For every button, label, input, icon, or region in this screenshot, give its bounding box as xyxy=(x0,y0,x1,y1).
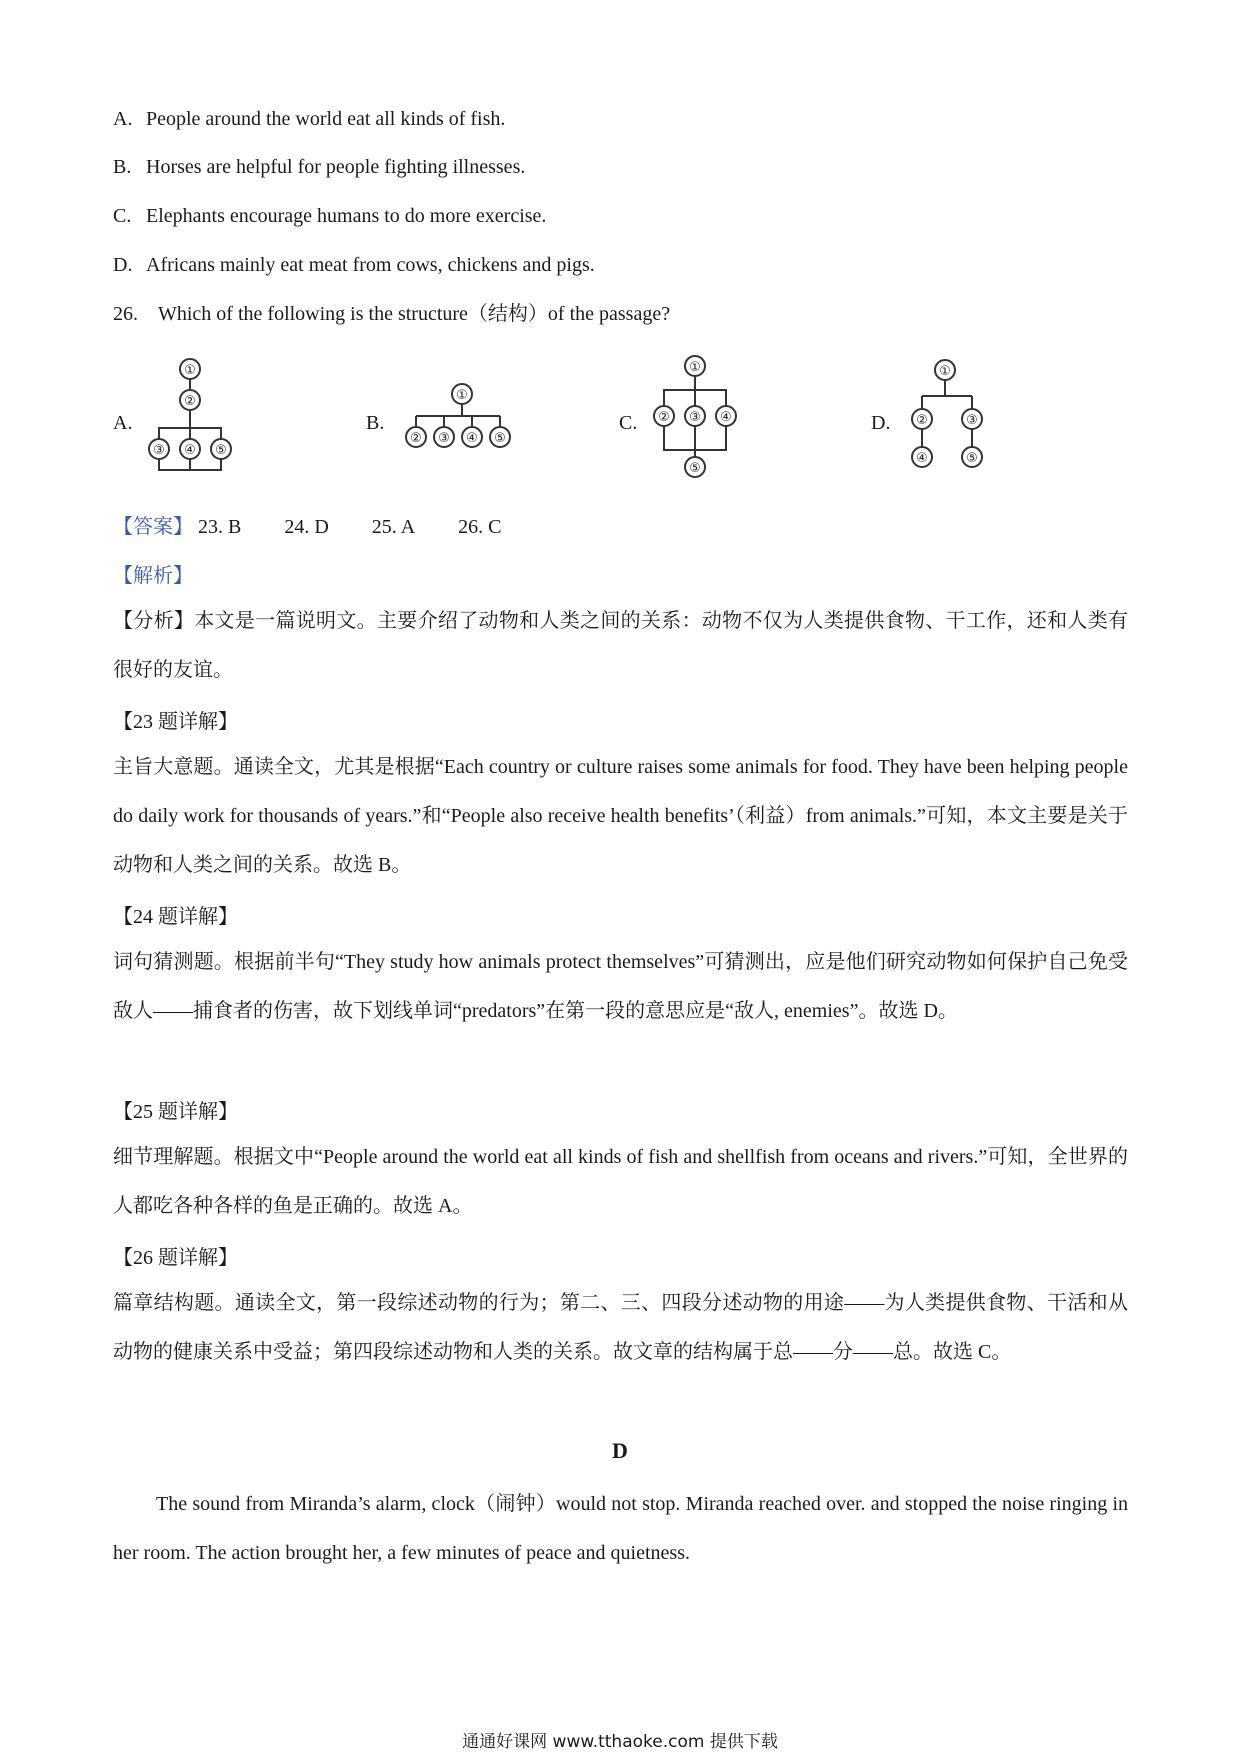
detail-25-text: 细节理解题。根据文中“People around the world eat all kinds of fish and shellfish from oceans and rivers.”可知，全世界的人都吃各种各样的鱼是正确的。故选 A。 xyxy=(113,1146,1128,1217)
answer-item: 26. C xyxy=(458,516,502,538)
diagram-node: ① xyxy=(939,364,951,379)
detail-26-heading: 【26 题详解】 xyxy=(113,1247,238,1269)
detail-25-heading: 【25 题详解】 xyxy=(113,1101,238,1123)
diagram-node: ⑤ xyxy=(494,431,506,446)
option-letter: C. xyxy=(113,205,132,227)
analysis-label: 【解析】 xyxy=(113,565,193,587)
page-footer: 通通好课网 www.tthaoke.com 提供下载 xyxy=(462,1732,778,1752)
diagram-a xyxy=(140,356,250,476)
diagram-node: ④ xyxy=(184,443,196,458)
option-text: Elephants encourage humans to do more exercise. xyxy=(146,205,547,227)
diagram-node: ② xyxy=(184,394,196,409)
diagram-node: ⑤ xyxy=(966,451,978,466)
diagram-d xyxy=(900,356,1000,474)
analysis-paragraph: 【分析】本文是一篇说明文。主要介绍了动物和人类之间的关系：动物不仅为人类提供食物、干工作，还和人类有很好的友谊。 xyxy=(113,610,1128,681)
detail-24-heading: 【24 题详解】 xyxy=(113,906,238,928)
option-letter: B. xyxy=(113,156,132,178)
detail-24-text: 词句猜测题。根据前半句“They study how animals protect themselves”可猜测出，应是他们研究动物如何保护自己免受敌人——捕食者的伤害，故下划线单词“predators”在第一段的意思应是“敌人, enemies”。故选 D。 xyxy=(113,951,1128,1022)
question-number: 26. xyxy=(113,303,138,325)
option-text: People around the world eat all kinds of fish. xyxy=(146,108,506,130)
detail-23-heading: 【23 题详解】 xyxy=(113,711,238,733)
diagram-c-label: C. xyxy=(619,412,638,434)
diagram-node: ⑤ xyxy=(215,443,227,458)
answer-item: 24. D xyxy=(284,516,329,538)
section-title: D xyxy=(612,1438,628,1463)
option-c xyxy=(113,202,546,230)
question-text: Which of the following is the structure（结构）of the passage? xyxy=(158,303,671,325)
answer-item: 23. B xyxy=(198,516,242,538)
answer-label: 【答案】 xyxy=(113,516,193,538)
diagram-node: ④ xyxy=(466,431,478,446)
diagram-node: ④ xyxy=(720,410,732,425)
option-text: Africans mainly eat meat from cows, chickens and pigs. xyxy=(146,254,595,276)
diagram-node: ③ xyxy=(438,431,450,446)
diagram-b xyxy=(400,380,520,460)
diagram-d-label: D. xyxy=(871,412,891,434)
option-letter: D. xyxy=(113,254,133,276)
diagram-c xyxy=(650,352,750,484)
diagram-node: ② xyxy=(916,413,928,428)
diagram-a-label: A. xyxy=(113,412,133,434)
option-d xyxy=(113,251,595,279)
question-26 xyxy=(113,300,670,328)
diagram-node: ③ xyxy=(689,410,701,425)
passage-paragraph: The sound from Miranda’s alarm, clock（闹钟）would not stop. Miranda reached over. and stopped the noise ringing in her room. The action brought her, a few minutes of peace and quietness. xyxy=(113,1493,1128,1564)
option-letter: A. xyxy=(113,108,133,130)
diagram-node: ① xyxy=(456,388,468,403)
diagram-node: ② xyxy=(658,410,670,425)
diagram-node: ③ xyxy=(966,413,978,428)
option-text: Horses are helpful for people fighting illnesses. xyxy=(146,156,526,178)
detail-23-text: 主旨大意题。通读全文，尤其是根据“Each country or culture raises some animals for food. They have been helping people do daily work for thousands of years.”和“People also receive health benefits’（利益）from animals.”可知，本文主要是关于动物和人类之间的关系。故选 B。 xyxy=(113,756,1128,876)
diagram-node: ② xyxy=(410,431,422,446)
diagram-node: ① xyxy=(184,363,196,378)
option-b xyxy=(113,153,525,181)
option-a xyxy=(113,105,505,133)
detail-26-text: 篇章结构题。通读全文，第一段综述动物的行为；第二、三、四段分述动物的用途——为人类提供食物、干活和从动物的健康关系中受益；第四段综述动物和人类的关系。故文章的结构属于总——分——总。故选 C。 xyxy=(113,1292,1128,1363)
answer-line xyxy=(113,513,539,541)
diagram-node: ③ xyxy=(153,443,165,458)
diagram-node: ④ xyxy=(916,451,928,466)
diagram-b-label: B. xyxy=(366,412,385,434)
answer-item: 25. A xyxy=(371,516,416,538)
diagram-node: ① xyxy=(689,360,701,375)
diagram-node: ⑤ xyxy=(689,461,701,476)
